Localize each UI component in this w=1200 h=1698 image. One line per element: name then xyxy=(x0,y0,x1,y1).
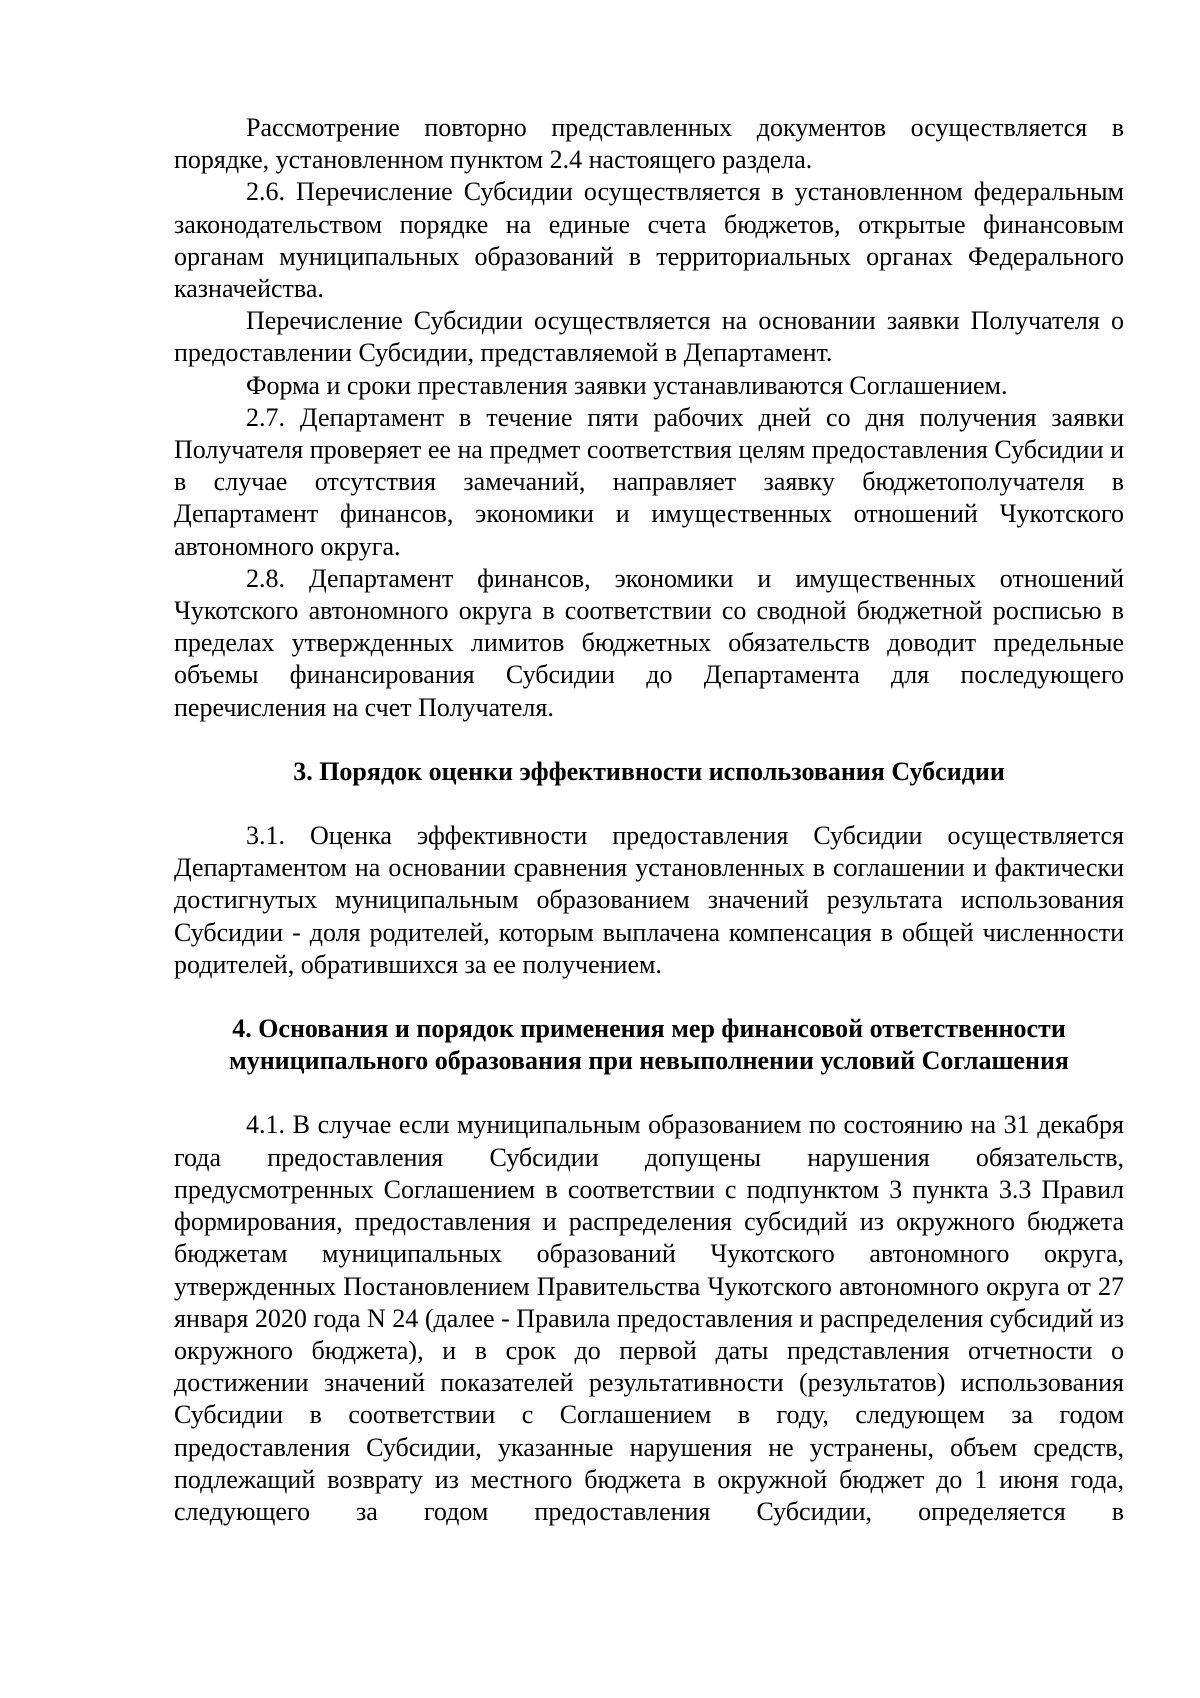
paragraph-form: Форма и сроки преставления заявки устанавливаются Соглашением. xyxy=(246,370,1008,400)
paragraph-review: Рассмотрение повторно представленных документов осуществляется в порядке, установленном пунктом 2.4 настоящего раздела. xyxy=(174,113,1124,175)
spacer xyxy=(174,788,1124,820)
spacer xyxy=(174,1077,1124,1109)
spacer xyxy=(174,981,1124,1013)
paragraph-3-1: 3.1. Оценка эффективности предоставления Субсидии осуществляется Департаментом на основании сравнения установленных в соглашении и фактически достигнутых муниципальным образованием значений результата использования Субсидии - доля родителей, которым выплачена компенсация в общей численности родителей, обратившихся за ее получением. xyxy=(174,821,1124,979)
section-3-heading: 3. Порядок оценки эффективности использования Субсидии xyxy=(293,756,1005,786)
paragraph-2-8: 2.8. Департамент финансов, экономики и имущественных отношений Чукотского автономного округа в соответствии со сводной бюджетной росписью в пределах утвержденных лимитов бюджетных обязательств доводит предельные объемы финансирования Субсидии до Департамента для последующего перечисления на счет Получателя. xyxy=(174,563,1124,722)
spacer xyxy=(174,724,1124,756)
paragraph-2-6: 2.6. Перечисление Субсидии осуществляется в установленном федеральным законодательством порядке на единые счета бюджетов, открытые финансовым органам муниципальных образований в территориальных органах Федерального казначейства. xyxy=(174,177,1124,304)
paragraph-4-1: 4.1. В случае если муниципальным образованием по состоянию на 31 декабря года предоставления Субсидии допущены нарушения обязательств, предусмотренных Соглашением в соответствии с подпунктом 3 пункта 3.3 Правил формирования, предоставления и распределения субсидий из окружного бюджета бюджетам муниципальных образований Чукотского автономного округа, утвержденных Постановлением Правительства Чукотского автономного округа от 27 января 2020 года N 24 (далее - Правила предоставления и распределения субсидий из окружного бюджета), и в срок до первой даты представления отчетности о достижении значений показателей результативности (результатов) использования Субсидии в соответствии с Соглашением в году, следующем за годом предоставления Субсидии, указанные нарушения не устранены, объем средств, подлежащий возврату из местного бюджета в окружной бюджет до 1 июня года, следующего за годом предоставления Субсидии, определяется в xyxy=(174,1110,1124,1526)
paragraph-transfer: Перечисление Субсидии осуществляется на основании заявки Получателя о предоставлении Субсидии, представляемой в Департамент. xyxy=(174,306,1124,368)
document-page xyxy=(174,112,1124,1528)
paragraph-2-7: 2.7. Департамент в течение пяти рабочих дней со дня получения заявки Получателя проверяет ее на предмет соответствия целям предоставления Субсидии и в случае отсутствия замечаний, направляет заявку бюджетополучателя в Департамент финансов, экономики и имущественных отношений Чукотского автономного округа. xyxy=(174,402,1124,561)
section-4-heading-line2: муниципального образования при невыполнении условий Соглашения xyxy=(228,1046,1069,1076)
section-4-heading-line1: 4. Основания и порядок применения мер финансовой ответственности xyxy=(232,1014,1066,1044)
